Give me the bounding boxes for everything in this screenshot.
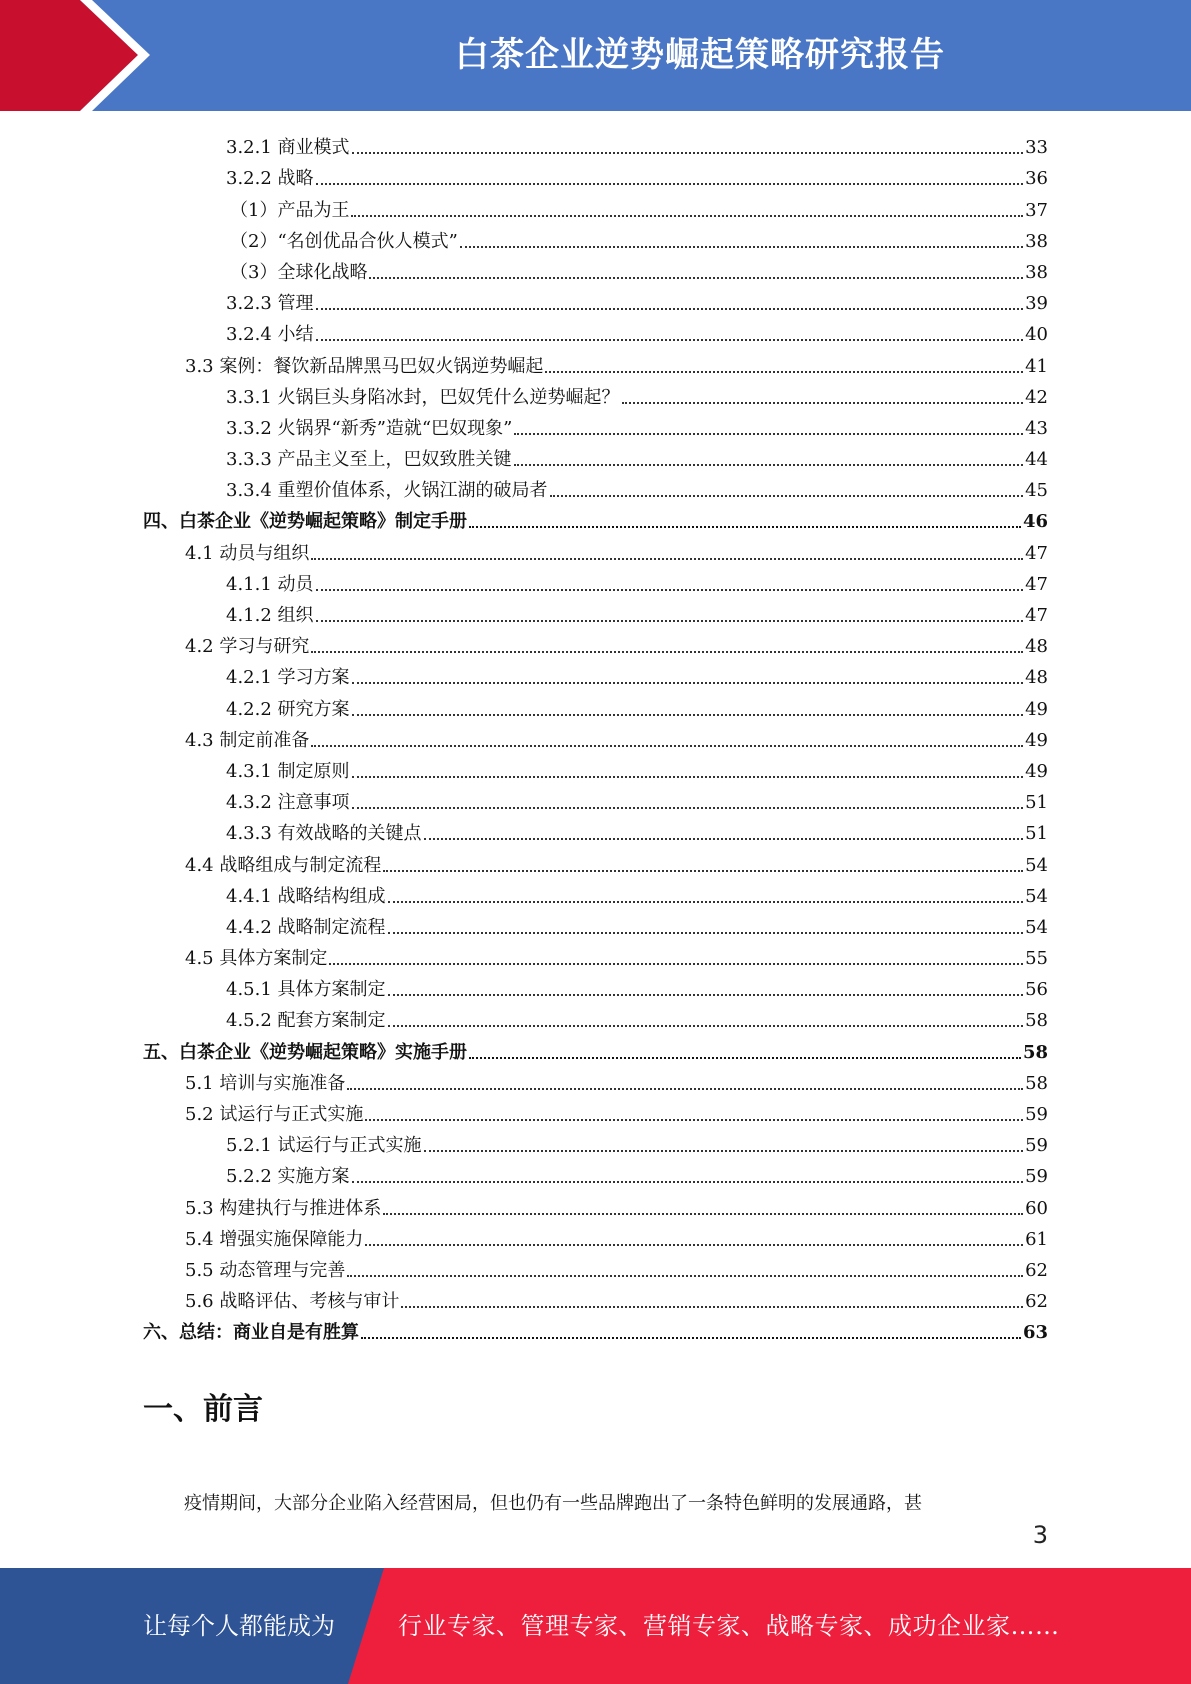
page-number: 3: [1032, 1521, 1048, 1549]
toc-entry-title: 5.2.1 试运行与正式实施: [226, 1135, 422, 1157]
toc-dot-leader: [352, 807, 1024, 809]
toc-entry-title: 5.1 培训与实施准备: [185, 1072, 346, 1094]
toc-entry[interactable]: [143, 877, 1048, 908]
toc-entry-page-number: 54: [1025, 916, 1048, 938]
toc-entry-page-number: 58: [1025, 1010, 1048, 1032]
toc-dot-leader: [365, 1244, 1023, 1246]
toc-entry[interactable]: [143, 1095, 1048, 1126]
toc-dot-leader: [383, 1213, 1023, 1215]
page-header: [0, 0, 1191, 111]
toc-entry-title: 4.1.1 动员: [226, 573, 314, 595]
toc-entry-title: 4.2 学习与研究: [185, 636, 310, 658]
toc-entry[interactable]: [143, 471, 1048, 502]
toc-dot-leader: [388, 1025, 1024, 1027]
toc-entry[interactable]: [143, 752, 1048, 783]
toc-dot-leader: [311, 651, 1023, 653]
toc-entry-page-number: 60: [1025, 1197, 1048, 1219]
toc-entry-page-number: 44: [1025, 449, 1048, 471]
toc-entry-title: 4.5.1 具体方案制定: [226, 979, 386, 1001]
toc-dot-leader: [469, 1057, 1021, 1059]
toc-entry[interactable]: [143, 346, 1048, 377]
toc-entry-page-number: 45: [1025, 480, 1048, 502]
toc-dot-leader: [361, 1337, 1021, 1339]
toc-entry-title: （3）全球化战略: [230, 261, 368, 283]
toc-entry[interactable]: [143, 783, 1048, 814]
toc-dot-leader: [401, 1306, 1023, 1308]
toc-entry-title: 4.1.2 组织: [226, 605, 314, 626]
toc-dot-leader: [460, 246, 1023, 248]
toc-entry-page-number: 41: [1025, 355, 1048, 377]
toc-dot-leader: [316, 183, 1024, 185]
toc-entry-page-number: 42: [1025, 386, 1048, 408]
toc-entry-page-number: 38: [1025, 230, 1048, 252]
toc-entry[interactable]: [143, 845, 1048, 876]
toc-entry[interactable]: [143, 253, 1048, 284]
toc-entry-page-number: 43: [1025, 417, 1048, 439]
toc-entry-page-number: 59: [1025, 1135, 1048, 1157]
toc-dot-leader: [351, 215, 1023, 217]
toc-entry[interactable]: [143, 1188, 1048, 1219]
toc-entry[interactable]: [143, 1126, 1048, 1157]
toc-dot-leader: [388, 901, 1024, 903]
toc-entry-title: 4.4 战略组成与制定流程: [185, 854, 382, 876]
toc-dot-leader: [316, 339, 1024, 341]
toc-entry-title: 5.5 动态管理与完善: [185, 1259, 346, 1281]
toc-entry[interactable]: [143, 1001, 1048, 1032]
toc-entry-title: 5.6 战略评估、考核与审计: [185, 1291, 400, 1313]
toc-dot-leader: [424, 1150, 1024, 1152]
toc-entry-title: 4.2.2 研究方案: [226, 698, 350, 720]
toc-dot-leader: [369, 277, 1023, 279]
toc-entry-title: 5.4 增强实施保障能力: [185, 1228, 364, 1250]
toc-entry-page-number: 37: [1025, 199, 1048, 221]
toc-entry[interactable]: [143, 658, 1048, 689]
toc-dot-leader: [352, 1181, 1024, 1183]
toc-dot-leader: [311, 558, 1023, 560]
toc-dot-leader: [329, 963, 1023, 965]
toc-entry[interactable]: [143, 315, 1048, 346]
toc-entry-title: 4.1 动员与组织: [185, 542, 310, 564]
toc-entry[interactable]: [143, 721, 1048, 752]
toc-entry[interactable]: [143, 939, 1048, 970]
toc-entry-page-number: 58: [1025, 1072, 1048, 1094]
header-red-arrow: [0, 0, 138, 111]
toc-entry-page-number: 51: [1025, 792, 1048, 814]
toc-dot-leader: [352, 152, 1024, 154]
toc-entry-title: （2）“名创优品合伙人模式”: [230, 230, 458, 252]
toc-dot-leader: [352, 776, 1024, 778]
toc-entry-title: 5.2 试运行与正式实施: [185, 1104, 364, 1125]
toc-entry-page-number: 56: [1025, 979, 1048, 1001]
toc-dot-leader: [347, 1275, 1023, 1277]
toc-dot-leader: [311, 745, 1023, 747]
toc-entry-title: （1）产品为王: [230, 199, 350, 221]
toc-entry[interactable]: [143, 970, 1048, 1001]
toc-entry[interactable]: [143, 222, 1048, 253]
toc-dot-leader: [352, 682, 1024, 684]
toc-entry-page-number: 59: [1025, 1104, 1048, 1125]
toc-entry[interactable]: [143, 378, 1048, 409]
toc-entry[interactable]: [143, 627, 1048, 658]
toc-entry-page-number: 51: [1025, 823, 1048, 845]
toc-dot-leader: [352, 714, 1024, 716]
toc-entry-page-number: 54: [1025, 854, 1048, 876]
toc-entry-title: 3.3 案例：餐饮新品牌黑马巴奴火锅逆势崛起: [185, 355, 544, 377]
toc-entry[interactable]: [143, 1064, 1048, 1095]
toc-dot-leader: [424, 838, 1024, 840]
toc-entry-page-number: 39: [1025, 293, 1048, 315]
toc-entry[interactable]: [143, 689, 1048, 720]
toc-dot-leader: [316, 308, 1024, 310]
toc-entry-title: 四、白茶企业《逆势崛起策略》制定手册: [143, 511, 467, 533]
toc-dot-leader: [388, 994, 1024, 996]
toc-entry-page-number: 47: [1025, 605, 1048, 626]
toc-dot-leader: [316, 620, 1024, 622]
toc-entry[interactable]: [143, 533, 1048, 564]
toc-entry-page-number: 49: [1025, 729, 1048, 751]
toc-entry-page-number: 48: [1025, 636, 1048, 658]
toc-entry[interactable]: [143, 502, 1048, 533]
toc-dot-leader: [550, 495, 1024, 497]
toc-entry-title: 3.3.2 火锅界“新秀”造就“巴奴现象”: [226, 417, 513, 439]
body-paragraph: 疫情期间，大部分企业陷入经营困局，但也仍有一些品牌跑出了一条特色鲜明的发展通路，甚: [184, 1493, 922, 1514]
toc-entry[interactable]: [143, 565, 1048, 596]
toc-dot-leader: [388, 932, 1024, 934]
toc-entry-title: 4.5 具体方案制定: [185, 948, 328, 970]
toc-entry[interactable]: [143, 190, 1048, 221]
toc-entry[interactable]: [143, 1157, 1048, 1188]
toc-entry[interactable]: [143, 440, 1048, 471]
toc-entry-title: 3.2.1 商业模式: [226, 137, 350, 159]
toc-entry-title: 3.2.2 战略: [226, 168, 314, 190]
toc-entry-page-number: 63: [1022, 1322, 1048, 1344]
page-footer: [0, 1568, 1191, 1684]
toc-entry-title: 4.4.2 战略制定流程: [226, 916, 386, 938]
toc-entry-page-number: 62: [1025, 1259, 1048, 1281]
toc-entry[interactable]: [143, 128, 1048, 159]
toc-entry-title: 3.2.4 小结: [226, 324, 314, 346]
toc-dot-leader: [469, 526, 1021, 528]
toc-entry-title: 3.2.3 管理: [226, 293, 314, 315]
toc-entry-page-number: 36: [1025, 168, 1048, 190]
toc-entry[interactable]: [143, 1220, 1048, 1251]
toc-entry-title: 六、总结：商业自是有胜算: [143, 1322, 359, 1344]
toc-dot-leader: [316, 589, 1024, 591]
toc-entry-title: 4.3.2 注意事项: [226, 792, 350, 814]
toc-entry-title: 4.3.1 制定原则: [226, 760, 350, 782]
toc-entry-page-number: 49: [1025, 760, 1048, 782]
toc-entry-title: 4.3.3 有效战略的关键点: [226, 823, 422, 845]
toc-entry-title: 3.3.3 产品主义至上，巴奴致胜关键: [226, 449, 512, 471]
toc-entry-page-number: 49: [1025, 698, 1048, 720]
footer-slogan-right: 行业专家、管理专家、营销专家、战略专家、成功企业家……: [398, 1612, 1060, 1640]
toc-entry[interactable]: [143, 284, 1048, 315]
toc-entry[interactable]: [143, 159, 1048, 190]
toc-entry-page-number: 58: [1022, 1041, 1048, 1063]
report-title: 白茶企业逆势崛起策略研究报告: [455, 35, 945, 75]
toc-entry-page-number: 48: [1025, 667, 1048, 689]
toc-entry-title: 五、白茶企业《逆势崛起策略》实施手册: [143, 1041, 467, 1063]
toc-entry-title: 5.3 构建执行与推进体系: [185, 1197, 382, 1219]
toc-dot-leader: [514, 464, 1024, 466]
toc-entry[interactable]: [143, 1313, 1048, 1344]
toc-entry-title: 4.2.1 学习方案: [226, 667, 350, 689]
toc-entry-page-number: 40: [1025, 324, 1048, 346]
toc-entry-page-number: 59: [1025, 1166, 1048, 1188]
toc-entry-page-number: 33: [1025, 137, 1048, 159]
toc-entry-title: 5.2.2 实施方案: [226, 1166, 350, 1188]
toc-entry-page-number: 54: [1025, 885, 1048, 907]
toc-entry-page-number: 47: [1025, 573, 1048, 595]
toc-dot-leader: [545, 371, 1023, 373]
toc-entry[interactable]: [143, 1282, 1048, 1313]
table-of-contents: [143, 128, 1048, 1344]
toc-entry-title: 4.4.1 战略结构组成: [226, 885, 386, 907]
toc-entry[interactable]: [143, 1251, 1048, 1282]
toc-entry[interactable]: [143, 814, 1048, 845]
toc-entry-page-number: 55: [1025, 948, 1048, 970]
toc-entry[interactable]: [143, 409, 1048, 440]
footer-slogan-left: 让每个人都能成为: [143, 1612, 335, 1640]
toc-dot-leader: [514, 433, 1023, 435]
toc-entry[interactable]: [143, 1032, 1048, 1063]
toc-entry[interactable]: [143, 596, 1048, 627]
toc-entry[interactable]: [143, 908, 1048, 939]
toc-entry-page-number: 62: [1025, 1291, 1048, 1313]
toc-entry-title: 4.3 制定前准备: [185, 729, 310, 751]
toc-entry-title: 3.3.4 重塑价值体系，火锅江湖的破局者: [226, 480, 548, 502]
toc-entry-page-number: 46: [1022, 511, 1048, 533]
section-heading: 一、前言: [143, 1392, 263, 1427]
toc-entry-title: 3.3.1 火锅巨头身陷冰封，巴奴凭什么逆势崛起？: [226, 386, 620, 408]
toc-entry-title: 4.5.2 配套方案制定: [226, 1010, 386, 1032]
toc-entry-page-number: 47: [1025, 542, 1048, 564]
toc-dot-leader: [365, 1119, 1023, 1121]
toc-dot-leader: [347, 1088, 1023, 1090]
toc-dot-leader: [383, 870, 1023, 872]
toc-entry-page-number: 61: [1025, 1228, 1048, 1250]
toc-dot-leader: [622, 402, 1024, 404]
toc-entry-page-number: 38: [1025, 261, 1048, 283]
